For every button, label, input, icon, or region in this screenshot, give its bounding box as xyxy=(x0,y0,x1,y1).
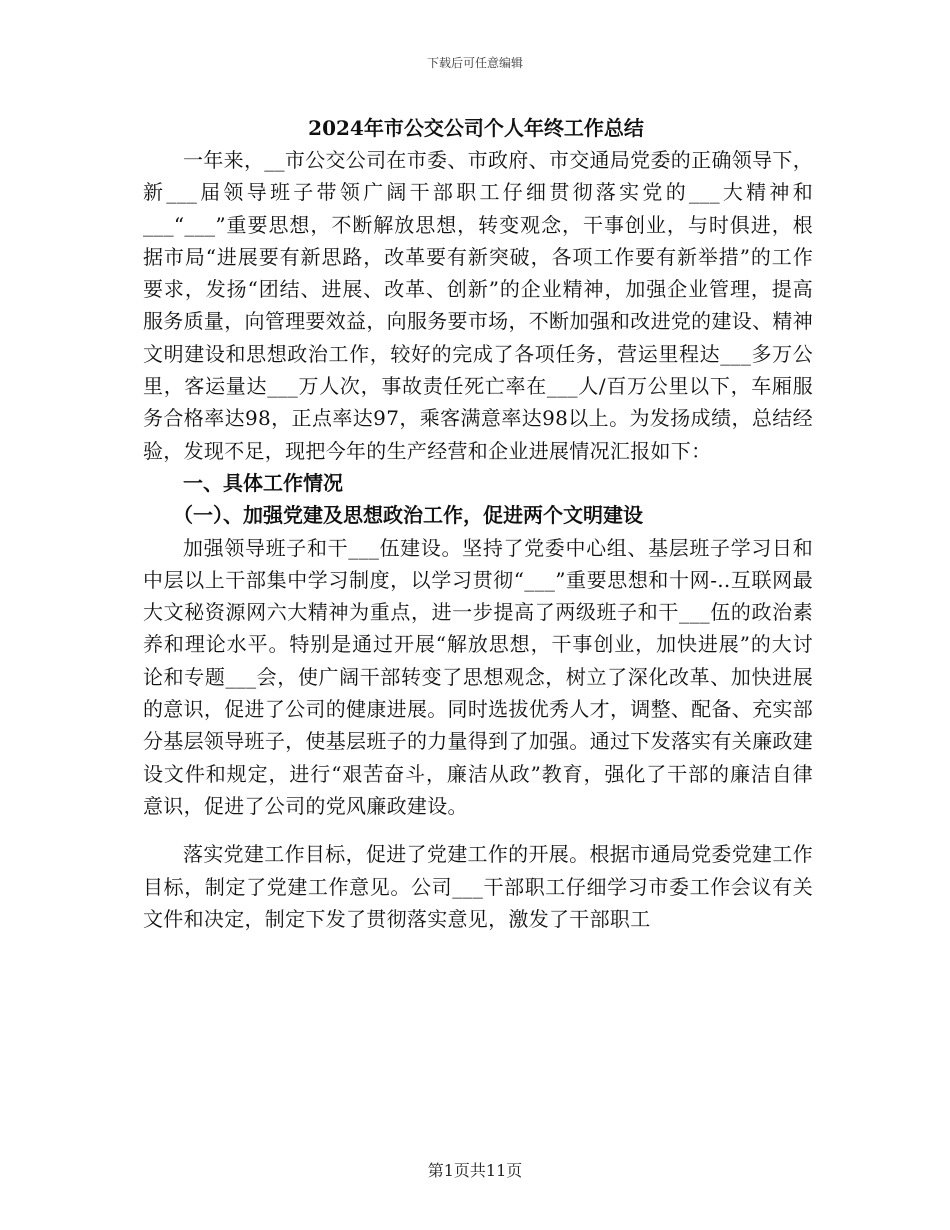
paragraph-leadership: 加强领导班子和干___伍建设。坚持了党委中心组、基层班子学习日和中层以上干部集中学习制度，以学习贯彻“___”重要思想和十网-..互联网最大文秘资源网六大精神为重点，进一步提高了两级班子和干___伍的政治素养和理论水平。特别是通过开展“解放思想，干事创业，加快进展”的大讨论和专题___会，使广阔干部转变了思想观念，树立了深化改革、加快进展的意识，促进了公司的健康进展。同时选拔优秀人才，调整、配备、充实部分基层领导班子，使基层班子的力量得到了加强。通过下发落实有关廉政建设文件和规定，进行“艰苦奋斗，廉洁从政”教育，强化了干部的廉洁自律意识，促进了公司的党风廉政建设。 xyxy=(143,535,813,818)
paragraph-intro: 一年来，__市公交公司在市委、市政府、市交通局党委的正确领导下，新___届领导班子带领广阔干部职工仔细贯彻落实党的___大精神和___“___”重要思想，不断解放思想，转变观念，干事创业，与时俱进，根据市局“进展要有新思路，改革要有新突破，各项工作要有新举措”的工作要求，发扬“团结、进展、改革、创新”的企业精神，加强企业管理，提高服务质量，向管理要效益，向服务要市场，不断加强和改进党的建设、精神文明建设和思想政治工作，较好的完成了各项任务，营运里程达___多万公里，客运量达___万人次，事故责任死亡率在___人/百万公里以下，车厢服务合格率达98，正点率达97，乘客满意率达98以上。为发扬成绩，总结经验，发现不足，现把今年的生产经营和企业进展情况汇报如下： xyxy=(143,148,813,463)
subsection-heading: （一）、加强党建及思想政治工作，促进两个文明建设 xyxy=(173,503,643,528)
section-heading: 一、具体工作情况 xyxy=(183,470,343,495)
document-title: 2024年市公交公司个人年终工作总结 xyxy=(308,116,644,140)
paragraph-party-building: 落实党建工作目标，促进了党建工作的开展。根据市通局党委党建工作目标，制定了党建工作意见。公司___干部职工仔细学习市委工作会议有关文件和决定，制定下发了贯彻落实意见，激发了干部职工 xyxy=(143,842,813,931)
document-body xyxy=(143,112,813,935)
page-header: 下载后可任意编辑 xyxy=(426,56,523,70)
page-footer: 第1页共11页 xyxy=(427,1161,523,1180)
